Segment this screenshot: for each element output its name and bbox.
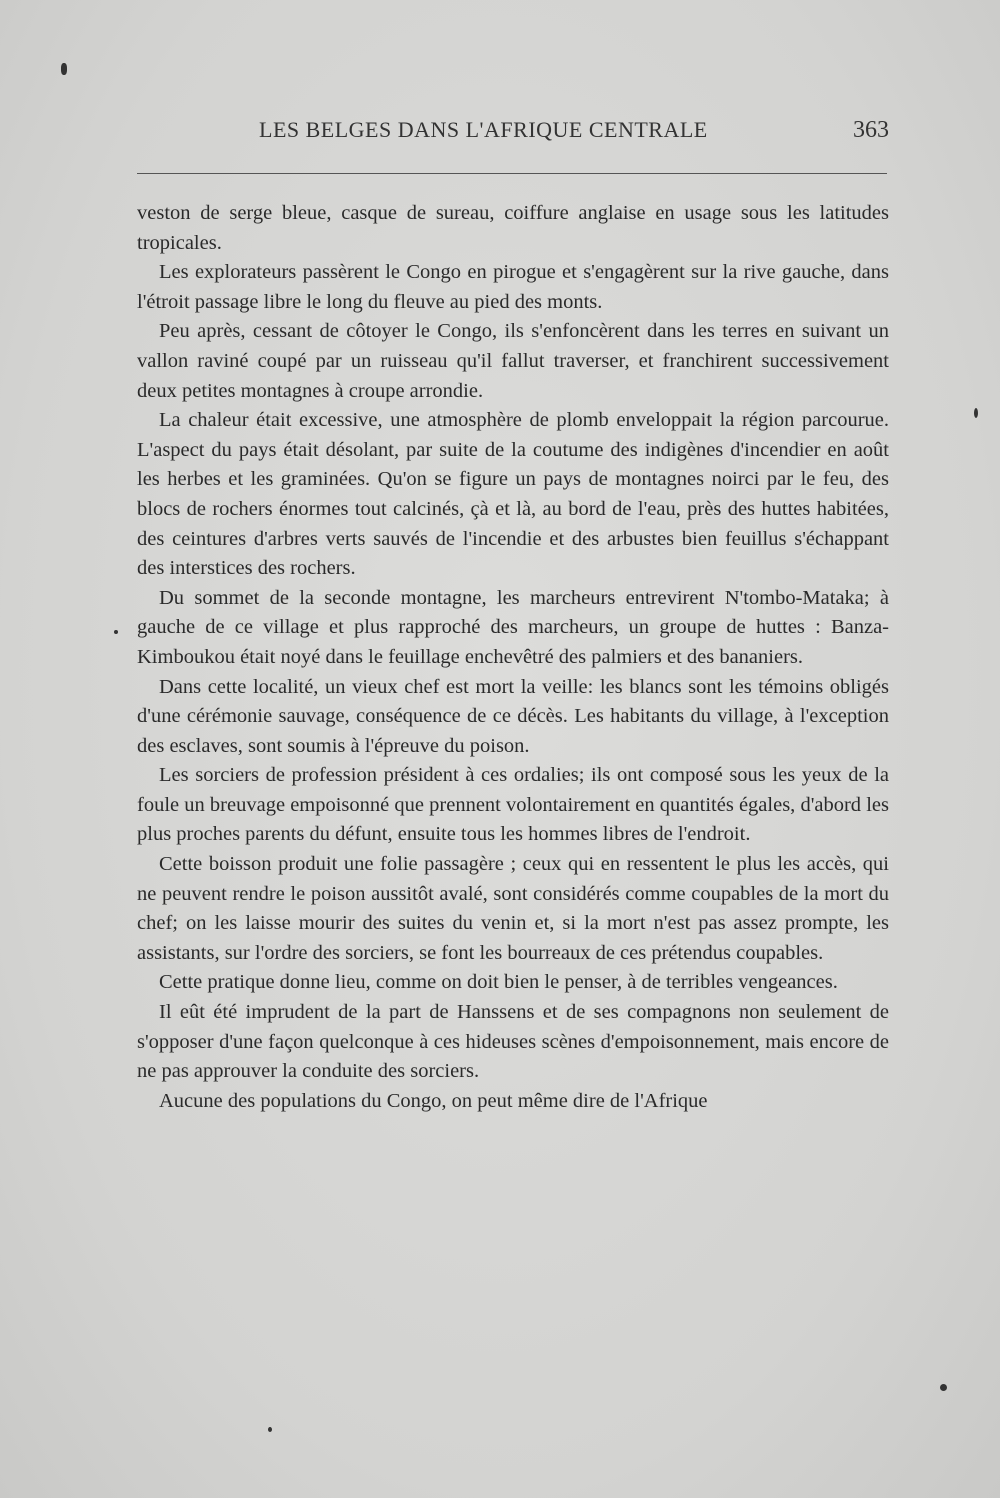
page-number: 363 xyxy=(853,117,889,143)
page-header xyxy=(137,113,889,153)
paragraph-11: Aucune des populations du Congo, on peut même dire de l'Afrique xyxy=(159,1089,708,1112)
body-text xyxy=(137,199,889,1116)
header-rule xyxy=(137,173,887,174)
paragraph-1: veston de serge bleue, casque de sureau, coiffure anglaise en usage sous les latitudes tropicales. xyxy=(137,202,889,254)
paragraph-4: La chaleur était excessive, une atmosphère de plomb enveloppait la région parcourue. L'aspect du pays était désolant, par suite de la coutume des indigènes d'incendier en août les herbes et les graminées. Qu'on se figure un pays de montagnes noirci par le feu, des blocs de rochers énormes tout calcinés, çà et là, au bord de l'eau, près des huttes habitées, des ceintures d'arbres verts sauvés de l'incendie et des arbustes bien feuillus s'échappant des interstices des rochers. xyxy=(137,409,889,580)
paragraph-2: Les explorateurs passèrent le Congo en pirogue et s'engagèrent sur la rive gauche, dans l'étroit passage libre le long du fleuve au pied des monts. xyxy=(137,261,889,313)
paragraph-8: Cette boisson produit une folie passagère ; ceux qui en ressentent le plus les accès, qui ne peuvent rendre le poison aussitôt avalé, sont considérés comme coupables de la mort du chef; on les laisse mourir des suites du venin et, si la mort n'est pas assez prompte, les assistants, sur l'ordre des sorciers, se font les bourreaux de ces prétendus coupables. xyxy=(137,853,889,964)
paragraph-9: Cette pratique donne lieu, comme on doit bien le penser, à de terribles vengeances. xyxy=(159,971,838,994)
paragraph-5: Du sommet de la seconde montagne, les marcheurs entrevirent N'tombo-Mataka; à gauche de ce village et plus rapproché des marcheurs, un groupe de huttes : Banza-Kimboukou était noyé dans le feuillage enchevêtré des palmiers et des bananiers. xyxy=(137,586,889,668)
scan-speck xyxy=(268,1427,272,1432)
scan-speck xyxy=(940,1384,947,1391)
scan-speck xyxy=(974,408,978,418)
paragraph-10: Il eût été imprudent de la part de Hanssens et de ses compagnons non seulement de s'opposer d'une façon quelconque à ces hideuses scènes d'empoisonnement, mais encore de ne pas approuver la conduite des sorciers. xyxy=(137,1001,889,1083)
paragraph-3: Peu après, cessant de côtoyer le Congo, ils s'enfoncèrent dans les terres en suivant un vallon raviné coupé par un ruisseau qu'il fallut traverser, et franchirent successivement deux petites montagnes à croupe arrondie. xyxy=(137,320,889,402)
scan-speck xyxy=(114,630,118,634)
running-title: LES BELGES DANS L'AFRIQUE CENTRALE xyxy=(259,117,708,142)
scan-speck xyxy=(61,63,67,75)
paragraph-7: Les sorciers de profession président à ces ordalies; ils ont composé sous les yeux de la foule un breuvage empoisonné que prennent volontairement en quantités égales, d'abord les plus proches parents du défunt, ensuite tous les hommes libres de l'endroit. xyxy=(137,764,889,846)
paragraph-6: Dans cette localité, un vieux chef est mort la veille: les blancs sont les témoins obligés d'une cérémonie sauvage, conséquence de ce décès. Les habitants du village, à l'exception des esclaves, sont soumis à l'épreuve du poison. xyxy=(137,675,889,757)
